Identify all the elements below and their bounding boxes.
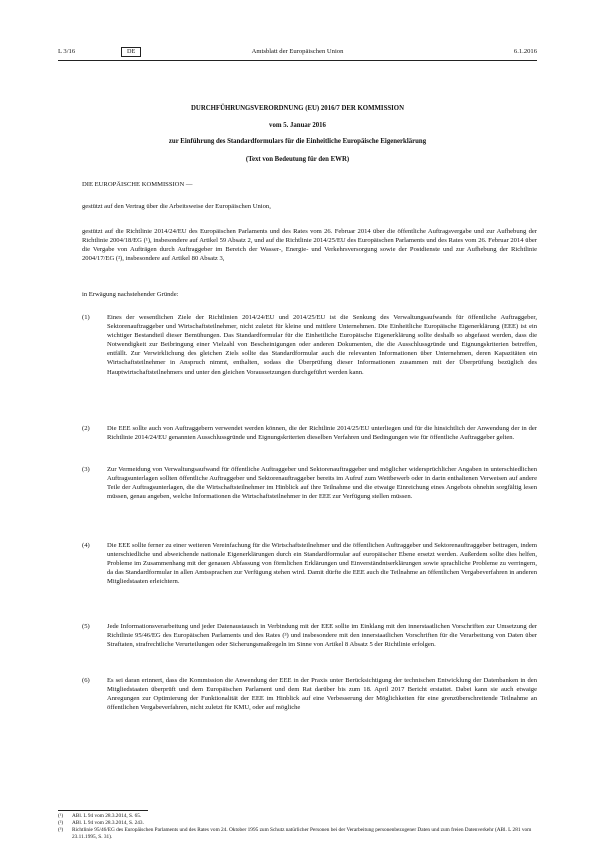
recital-number: (1) — [82, 314, 90, 321]
commission-heading: DIE EUROPÄISCHE KOMMISSION — — [82, 181, 193, 188]
recital-number: (3) — [82, 466, 90, 473]
recital-text: Die EEE sollte auch von Auftraggebern verwendet werden können, die der Richtlinie 2014/25/EU unterliegen und für die hinsichtlich der Anwendung der in der Richtlinie 2014/24/EU genannten Ausschlussgründe und Eignungskriterien dieselben Verfahren und Bedingungen wie für öffentliche Auftraggeber gelten. — [107, 425, 537, 442]
regulation-subject: zur Einführung des Standardformulars für die Einheitliche Europäische Eigenerklärung — [168, 138, 427, 145]
treaty-citation: gestützt auf den Vertrag über die Arbeitsweise der Europäischen Union, — [82, 203, 271, 210]
recital-number: (4) — [82, 542, 90, 549]
recital-text: Jede Informationsverarbeitung und jeder Datenaustausch in Verbindung mit der EEE sollte im Einklang mit den innerstaatlichen Vorschriften zur Umsetzung der Richtlinie 95/46/EG des Europäischen Parlaments und des Rates (³) und insbesondere mit den innerstaatlichen Vorschriften für die Verarbeitung von Daten über Straftaten, strafrechtliche Verurteilungen oder Sicherungsmaßregeln im Sinne von Artikel 8 Absatz 5 der Richtlinie erfolgen. — [107, 623, 537, 649]
footnote-text: Richtlinie 95/46/EG des Europäischen Parlaments und des Rates vom 24. Oktober 1995 zum Schutz natürlicher Personen bei der Verarbeitung personenbezogener Daten und zum freien Datenverkehr (ABl. L 281 vom 23.11.1995, S. 31). — [72, 827, 532, 840]
footnote-mark: (³) — [58, 827, 64, 833]
footnote — [58, 827, 538, 841]
language-badge: DE — [121, 47, 141, 57]
page-reference: L 3/16 — [58, 48, 76, 55]
footnote-divider — [58, 810, 148, 811]
recitals-intro: in Erwägung nachstehender Gründe: — [82, 291, 179, 298]
regulation-date: vom 5. Januar 2016 — [269, 122, 326, 129]
recital-number: (2) — [82, 425, 90, 432]
journal-title: Amtsblatt der Europäischen Union — [251, 48, 344, 55]
header-divider — [58, 60, 537, 61]
recital-text: Eines der wesentlichen Ziele der Richtlinien 2014/24/EU und 2014/25/EU ist die Senkung des Verwaltungsaufwands für öffentliche Auftraggeber, Sektorenauftraggeber und Wirtschaftsteilnehmer, nicht zuletzt für kleine und mittlere Unternehmen. Die Einheitliche Europäische Eigenerklärung (EEE) ist ein wichtiger Bestandteil dieser Bemühungen. Das Standardformular für die Einheitliche Europäische Eigenerklärung sollte deshalb so abgefasst werden, dass die Notwendigkeit zur Beibringung einer Vielzahl von Bescheinigungen oder anderen Dokumenten, die die Ausschlussgründe und Eignungskriterien betreffen, entfällt. Zur Verwirklichung des gleichen Ziels sollte das Standardformular auch die relevanten Informationen über Unternehmen, deren Kapazitäten ein Wirtschaftsteilnehmer in Anspruch nimmt, enthalten, sodass die Überprüfung dieser Informationen zusammen mit der Überprüfung bezüglich des Hauptwirtschaftsteilnehmers und unter den gleichen Voraussetzungen durchgeführt werden kann. — [107, 314, 537, 376]
footnote-text: ABl. L 94 vom 28.3.2014, S. 65. — [72, 813, 142, 819]
recital-text: Die EEE sollte ferner zu einer weiteren Vereinfachung für die Wirtschaftsteilnehmer und die öffentlichen Auftraggeber und Sektorenauftraggeber beitragen, indem unterschiedliche und abweichende nationale Eigenerklärungen durch ein Standardformular auf europäischer Ebene ersetzt werden. Außerdem sollte dies helfen, Probleme im Zusammenhang mit der genauen Abfassung von förmlichen Erklärungen und Einverständniserklärungen sowie sprachliche Probleme zu verringern, da das Standardformular in allen Amtssprachen zur Verfügung stehen wird. Damit dürfte die EEE auch die Teilnahme an öffentlichen Vergabeverfahren in anderen Mitgliedstaaten erleichtern. — [107, 542, 537, 586]
recital-text: Es sei daran erinnert, dass die Kommission die Anwendung der EEE in der Praxis unter Berücksichtigung der technischen Entwicklung der Datenbanken in den Mitgliedstaaten überprüft und dem Europäischen Parlament und dem Rat darüber bis zum 18. April 2017 Bericht erstattet. Dabei kann sie auch etwaige Anregungen zur Optimierung der Funktionalität der EEE im Hinblick auf eine Verbesserung der Möglichkeiten für eine grenzüberschreitende Teilnahme an öffentlichen Vergabeverfahren, nicht zuletzt für KMU, oder auf mögliche — [107, 677, 537, 712]
publication-date: 6.1.2016 — [513, 48, 537, 55]
recital-number: (6) — [82, 677, 90, 684]
recital-text: Zur Vermeidung von Verwaltungsaufwand für öffentliche Auftraggeber und Sektorenauftraggeber und möglicher widersprüchlicher Angaben in unterschiedlichen Auftragsunterlagen sollten öffentliche Auftraggeber und Sektorenauftraggeber bereits im Aufruf zum Wettbewerb oder in darin enthaltenen Verweisen auf andere Teile der Auftragsunterlagen, die die Wirtschaftsteilnehmer im Hinblick auf ihre Teilnahme und die etwaige Einreichung eines Angebots ohnehin sorgfältig lesen müssen, genau angeben, welche Informationen die Wirtschaftsteilnehmer in der EEE zur Verfügung stellen müssen. — [107, 466, 537, 501]
footnote — [58, 813, 538, 820]
directives-citation: gestützt auf die Richtlinie 2014/24/EU des Europäischen Parlaments und des Rates vom 26. Februar 2014 über die öffentliche Auftragsvergabe und zur Aufhebung der Richtlinie 2004/18/EG (¹), insbesondere auf Artikel 59 Absatz 2, und auf die Richtlinie 2014/25/EU des Europäischen Parlaments und des Rates vom 26. Februar 2014 über die Vergabe von Aufträgen durch Auftraggeber im Bereich der Wasser-, Energie- und Verkehrsversorgung sowie der Postdienste und zur Aufhebung der Richtlinie 2004/17/EG (²), insbesondere auf Artikel 80 Absatz 3, — [82, 228, 537, 262]
eea-relevance-note: (Text von Bedeutung für den EWR) — [245, 156, 350, 163]
footnote-text: ABl. L 94 vom 28.3.2014, S. 243. — [72, 820, 144, 826]
footnote-mark: (¹) — [58, 813, 64, 819]
footnote-mark: (²) — [58, 820, 64, 826]
recital-number: (5) — [82, 623, 90, 630]
regulation-title: DURCHFÜHRUNGSVERORDNUNG (EU) 2016/7 DER KOMMISSION — [191, 105, 404, 112]
footnote — [58, 820, 538, 827]
